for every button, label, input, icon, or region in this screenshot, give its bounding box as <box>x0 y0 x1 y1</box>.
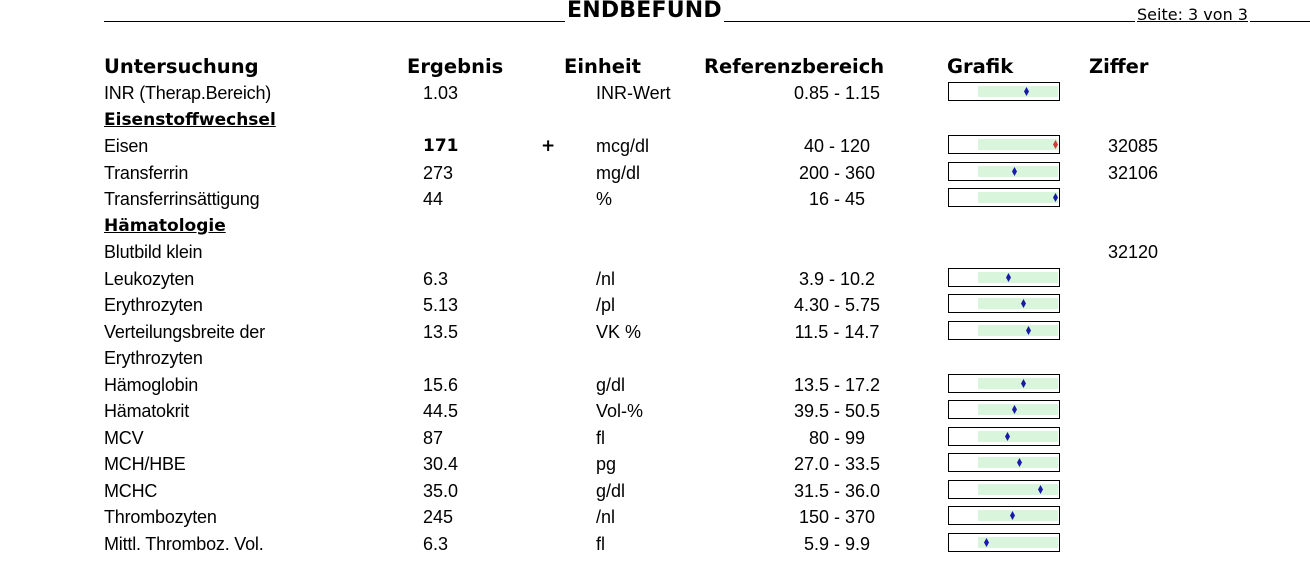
table-row <box>0 239 1310 265</box>
table-row <box>0 319 1310 345</box>
unit: Vol-% <box>596 401 644 421</box>
range-graph <box>948 533 1060 552</box>
test-name: Eisen <box>104 136 149 156</box>
table-row <box>0 425 1310 451</box>
section-row <box>0 107 1310 133</box>
range-graph <box>948 188 1060 207</box>
value-marker-icon <box>1024 87 1029 96</box>
range-graph <box>948 294 1060 313</box>
table-row <box>0 266 1310 292</box>
result-value: 44 <box>423 189 444 209</box>
value-marker-icon <box>1010 511 1015 520</box>
result-value: 13.5 <box>423 321 459 342</box>
table-row <box>0 451 1310 477</box>
value-marker-icon <box>1021 299 1026 308</box>
range-graph <box>948 506 1060 525</box>
unit: mg/dl <box>596 162 641 183</box>
range-graph <box>948 453 1060 472</box>
unit: pg <box>596 454 617 474</box>
reference-band <box>978 537 1058 548</box>
result-value: 15.6 <box>423 374 459 395</box>
reference-range: 39.5 - 50.5 <box>793 401 881 421</box>
table-row <box>0 531 1310 557</box>
range-graph <box>948 400 1060 419</box>
reference-band <box>978 404 1058 415</box>
table-row <box>0 345 1310 371</box>
test-name: INR (Therap.Bereich) <box>104 83 272 103</box>
section-row <box>0 213 1310 239</box>
test-name: MCH/HBE <box>104 454 186 474</box>
section-heading: Eisenstoffwechsel <box>104 109 276 130</box>
reference-range: 11.5 - 14.7 <box>794 321 880 342</box>
reference-band <box>978 166 1058 177</box>
result-value: 87 <box>423 427 444 448</box>
value-marker-icon <box>1006 273 1011 282</box>
test-name: Hämatokrit <box>104 401 190 421</box>
page-title: ENDBEFUND <box>567 0 722 23</box>
table-row <box>0 478 1310 504</box>
value-marker-icon <box>1012 167 1017 176</box>
reference-range: 150 - 370 <box>798 507 876 527</box>
reference-band <box>978 431 1058 442</box>
range-graph <box>948 321 1060 340</box>
test-name: Blutbild klein <box>104 242 203 262</box>
table-row <box>0 160 1310 186</box>
billing-code: 32120 <box>1108 242 1159 262</box>
abnormal-flag: + <box>541 136 556 156</box>
test-name: Erythrozyten <box>104 348 203 368</box>
value-marker-icon <box>1053 193 1058 202</box>
table-row <box>0 133 1310 159</box>
reference-band <box>978 192 1058 203</box>
test-name: Verteilungsbreite der <box>104 321 265 342</box>
test-name: Transferrin <box>104 162 189 183</box>
value-marker-icon <box>1026 326 1031 335</box>
billing-code: 32085 <box>1108 136 1159 156</box>
reference-band <box>978 272 1058 283</box>
reference-range: 27.0 - 33.5 <box>793 454 881 474</box>
reference-range: 80 - 99 <box>808 427 866 448</box>
test-name: Thrombozyten <box>104 507 217 527</box>
reference-band <box>978 510 1058 521</box>
value-marker-icon <box>1012 405 1017 414</box>
reference-range: 13.5 - 17.2 <box>793 374 881 395</box>
value-marker-icon <box>1021 379 1026 388</box>
unit: mcg/dl <box>596 136 650 156</box>
result-value: 30.4 <box>423 454 459 474</box>
value-marker-icon <box>1053 140 1058 149</box>
range-graph <box>948 268 1060 287</box>
value-marker-icon <box>984 538 989 547</box>
page-number: Seite: 3 von 3 <box>1137 5 1248 24</box>
test-name: Transferrinsättigung <box>104 189 260 209</box>
test-name: Mittl. Thromboz. Vol. <box>104 533 264 554</box>
billing-code: 32106 <box>1108 162 1159 183</box>
result-value: 273 <box>423 162 454 183</box>
unit: fl <box>596 533 605 554</box>
value-marker-icon <box>1005 432 1010 441</box>
test-name: Hämoglobin <box>104 374 199 395</box>
table-row <box>0 504 1310 530</box>
unit: /nl <box>596 268 616 289</box>
result-value: 171 <box>423 136 459 156</box>
reference-range: 0.85 - 1.15 <box>793 83 881 103</box>
table-row <box>0 292 1310 318</box>
column-header-graph: Grafik <box>947 55 1014 78</box>
result-value: 245 <box>423 507 454 527</box>
reference-range: 4.30 - 5.75 <box>793 295 881 315</box>
test-name: MCV <box>104 427 144 448</box>
range-graph <box>948 427 1060 446</box>
reference-range: 200 - 360 <box>798 162 876 183</box>
range-graph <box>948 135 1060 154</box>
reference-band <box>978 325 1058 336</box>
test-name: MCHC <box>104 480 158 501</box>
unit: VK % <box>596 321 642 342</box>
range-graph <box>948 162 1060 181</box>
table-row <box>0 372 1310 398</box>
reference-band <box>978 484 1058 495</box>
unit: fl <box>596 427 605 448</box>
unit: /nl <box>596 507 616 527</box>
result-value: 5.13 <box>423 295 459 315</box>
result-value: 44.5 <box>423 401 459 421</box>
reference-range: 3.9 - 10.2 <box>798 268 876 289</box>
unit: g/dl <box>596 374 626 395</box>
reference-band <box>978 298 1058 309</box>
column-header-code: Ziffer <box>1089 55 1149 78</box>
range-graph <box>948 374 1060 393</box>
section-heading: Hämatologie <box>104 215 226 236</box>
test-name: Erythrozyten <box>104 295 203 315</box>
range-graph <box>948 480 1060 499</box>
column-header-reference: Referenzbereich <box>704 55 885 78</box>
table-row <box>0 398 1310 424</box>
table-row <box>0 80 1310 106</box>
value-marker-icon <box>1017 458 1022 467</box>
unit: g/dl <box>596 480 626 501</box>
result-value: 35.0 <box>423 480 459 501</box>
column-header-test: Untersuchung <box>104 55 259 78</box>
result-value: 6.3 <box>423 533 449 554</box>
unit: /pl <box>596 295 616 315</box>
table-row <box>0 186 1310 212</box>
reference-band <box>978 86 1058 97</box>
reference-band <box>978 139 1058 150</box>
value-marker-icon <box>1038 485 1043 494</box>
reference-band <box>978 378 1058 389</box>
unit: INR-Wert <box>596 83 671 103</box>
result-value: 1.03 <box>423 83 459 103</box>
reference-range: 40 - 120 <box>803 136 871 156</box>
result-value: 6.3 <box>423 268 449 289</box>
range-graph <box>948 82 1060 101</box>
column-header-result: Ergebnis <box>407 55 504 78</box>
reference-range: 16 - 45 <box>808 189 866 209</box>
reference-range: 5.9 - 9.9 <box>803 533 871 554</box>
test-name: Leukozyten <box>104 268 195 289</box>
column-header-unit: Einheit <box>564 55 642 78</box>
reference-range: 31.5 - 36.0 <box>793 480 881 501</box>
unit: % <box>596 189 613 209</box>
